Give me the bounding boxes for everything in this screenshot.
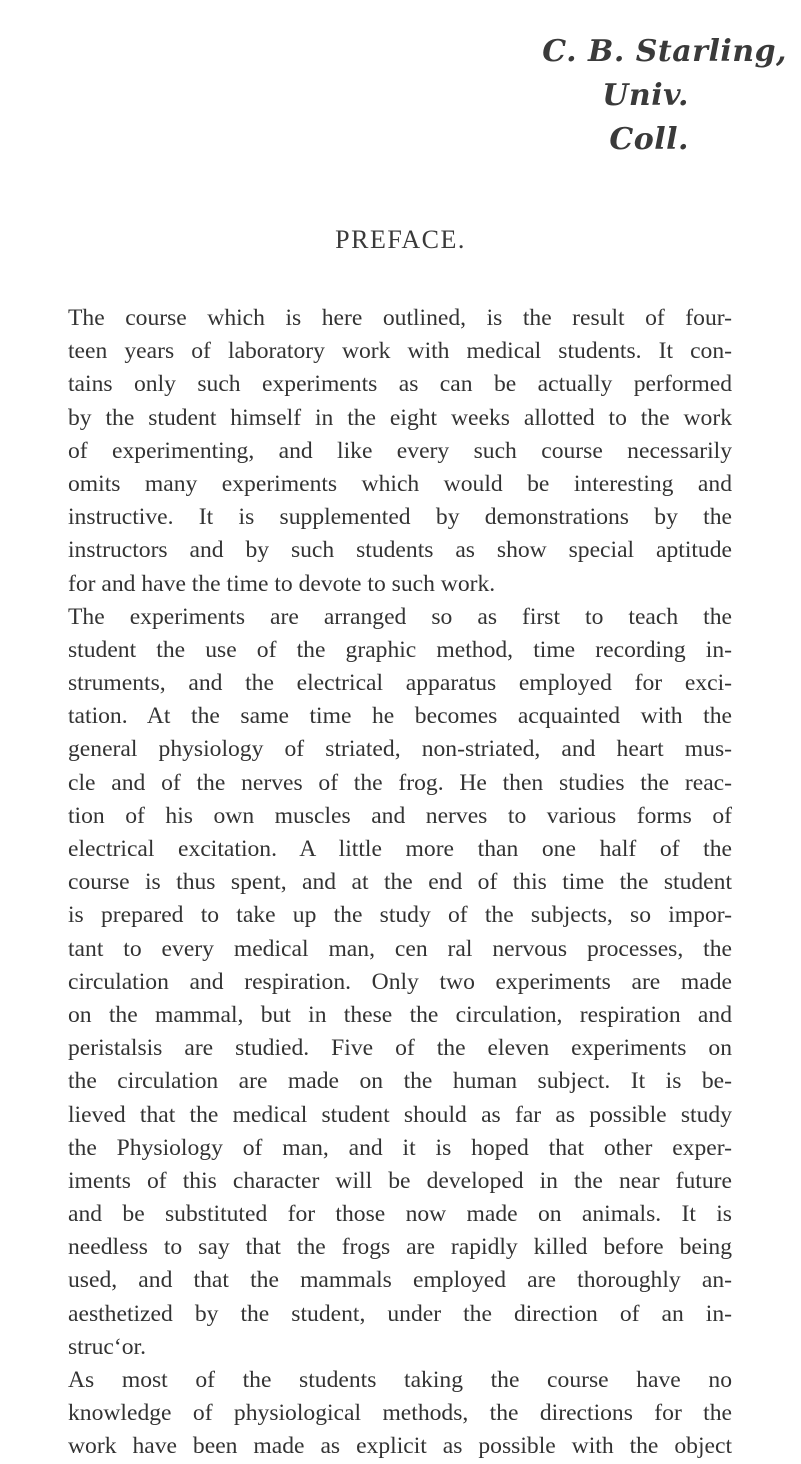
text-line: The experiments are arranged so as first to teach the bbox=[68, 603, 732, 630]
text-line: iments of this character will be developed in the near future bbox=[68, 1167, 732, 1194]
text-line: needless to say that the frogs are rapidly killed before being bbox=[68, 1234, 732, 1261]
text-line: lieved that the medical student should as far as possible study bbox=[68, 1101, 732, 1128]
text-line: student the use of the graphic method, time recording in- bbox=[68, 636, 732, 663]
text-line: of experimenting, and like every such course necessarily bbox=[68, 437, 732, 464]
text-line: As most of the students taking the course have no bbox=[68, 1367, 732, 1393]
text-line: course is thus spent, and at the end of this time the student bbox=[68, 869, 732, 896]
text-line: tation. At the same time he becomes acquainted with the bbox=[68, 703, 732, 730]
text-line: general physiology of striated, non-striated, and heart mus- bbox=[68, 736, 732, 763]
text-line: tains only such experiments as can be actually performed bbox=[68, 371, 732, 398]
text-line: circulation and respiration. Only two experiments are made bbox=[68, 968, 732, 995]
text-line: cle and of the nerves of the frog. He then studies the reac- bbox=[68, 769, 732, 796]
library-stamp bbox=[527, 30, 787, 162]
text-line: the circulation are made on the human subject. It is be- bbox=[68, 1068, 732, 1095]
text-line: is prepared to take up the study of the subjects, so impor- bbox=[68, 902, 732, 929]
stamp-line-2: Univ. Coll. bbox=[602, 78, 689, 157]
text-line: tion of his own muscles and nerves to various forms of bbox=[68, 802, 732, 829]
text-line: The course which is here outlined, is the result of four- bbox=[68, 305, 732, 331]
text-line: by the student himself in the eight weeks allotted to the work bbox=[68, 404, 732, 431]
text-line: instructors and by such students as show special aptitude bbox=[68, 537, 732, 564]
text-line: on the mammal, but in these the circulation, respiration and bbox=[68, 1001, 732, 1028]
text-line: tant to every medical man, cen ral nervous processes, the bbox=[68, 935, 732, 962]
text-line: the Physiology of man, and it is hoped that other exper- bbox=[68, 1134, 732, 1161]
text-line: knowledge of physiological methods, the directions for the bbox=[68, 1400, 732, 1427]
text-line: omits many experiments which would be interesting and bbox=[68, 470, 732, 497]
text-line: electrical excitation. A little more than one half of the bbox=[68, 836, 732, 862]
text-line: struc‘or. bbox=[68, 1333, 146, 1360]
stamp-line-1: C. B. Starling, bbox=[542, 34, 787, 69]
text-line: instructive. It is supplemented by demonstrations by the bbox=[68, 504, 732, 531]
page-title: PREFACE. bbox=[335, 225, 466, 254]
text-line: used, and that the mammals employed are thoroughly an- bbox=[68, 1267, 732, 1294]
text-line: for and have the time to devote to such work. bbox=[68, 570, 496, 597]
text-line: struments, and the electrical apparatus employed for exci- bbox=[68, 670, 732, 697]
preface-body bbox=[68, 302, 732, 1464]
text-line: work have been made as explicit as possible with the object bbox=[68, 1433, 732, 1460]
text-line: teen years of laboratory work with medical students. It con- bbox=[68, 338, 732, 365]
text-line: aesthetized by the student, under the direction of an in- bbox=[68, 1300, 732, 1327]
text-line: and be substituted for those now made on animals. It is bbox=[68, 1201, 732, 1228]
text-line: peristalsis are studied. Five of the eleven experiments on bbox=[68, 1035, 732, 1062]
